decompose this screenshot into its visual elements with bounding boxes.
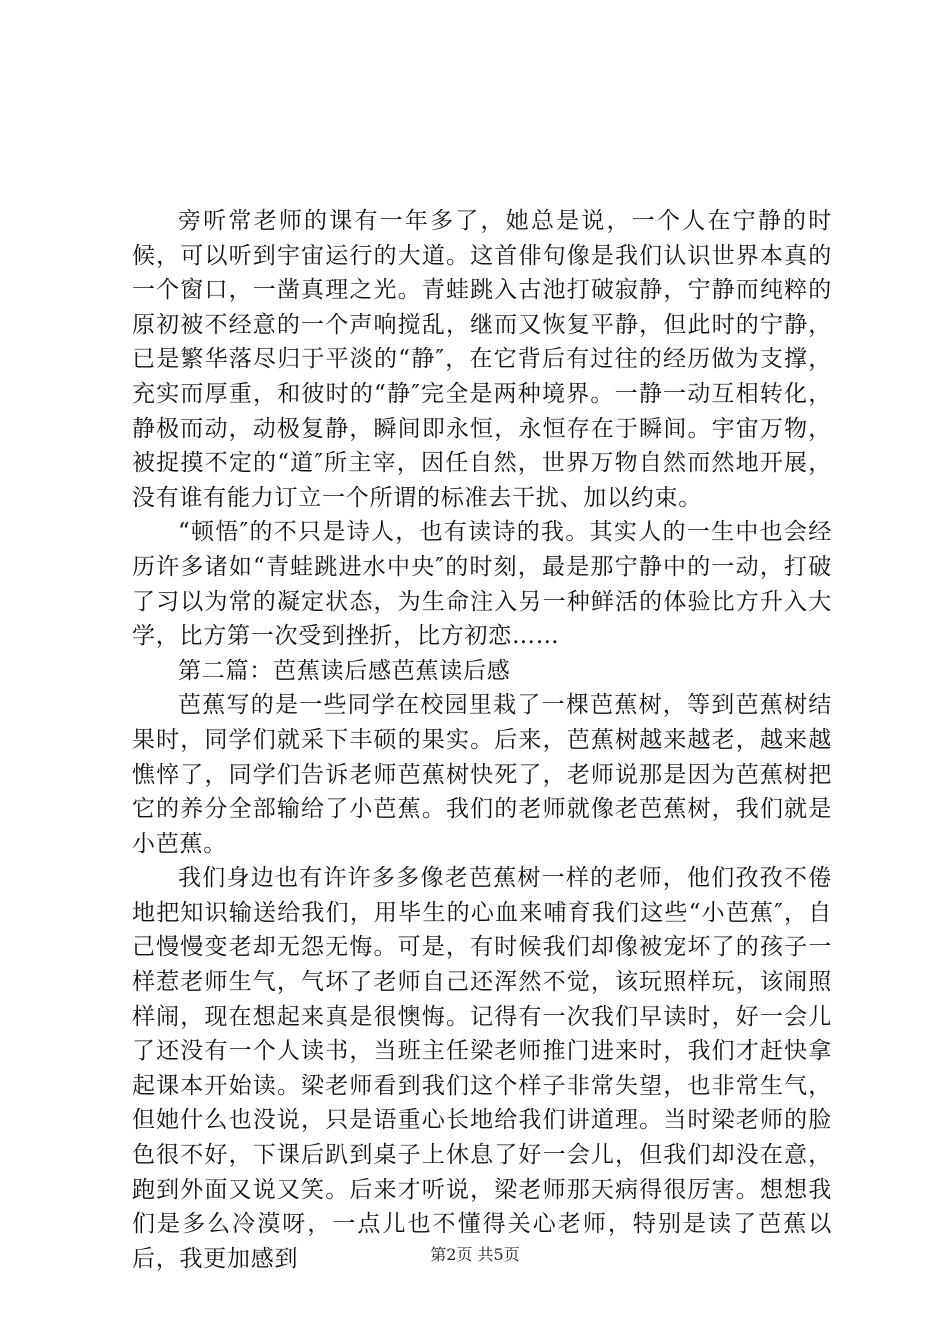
page-body	[132, 204, 832, 1276]
section-heading: 第二篇：芭蕉读后感芭蕉读后感	[178, 657, 511, 684]
paragraph: “顿悟″的不只是诗人，也有读诗的我。其实人的一生中也会经历许多诸如“青蛙跳进水中央″的时刻，最是那宁静中的一动，打破了习以为常的凝定状态，为生命注入另一种鲜活的体验比方升入大学，比方第一次受到挫折，比方初恋……	[132, 519, 832, 650]
paragraph: 我们身边也有许许多多像老芭蕉树一样的老师，他们孜孜不倦地把知识输送给我们，用毕生的心血来哺育我们这些“小芭蕉″，自己慢慢变老却无怨无悔。可是，有时候我们却像被宠坏了的孩子一样惹老师生气，气坏了老师自己还浑然不觉，该玩照样玩，该闹照样闹，现在想起来真是很懊悔。记得有一次我们早读时，好一会儿了还没有一个人读书，当班主任梁老师推门进来时，我们才赶快拿起课本开始读。梁老师看到我们这个样子非常失望，也非常生气，但她什么也没说，只是语重心长地给我们讲道理。当时梁老师的脸色很不好，下课后趴到桌子上休息了好一会儿，但我们却没在意，跑到外面又说又笑。后来才听说，梁老师那天病得很厉害。想想我们是多么冷漠呀，一点儿也不懂得关心老师，特别是读了芭蕉以后，我更加感到	[132, 865, 832, 1272]
paragraph: 旁听常老师的课有一年多了，她总是说，一个人在宁静的时候，可以听到宇宙运行的大道。这首俳句像是我们认识世界本真的一个窗口，一凿真理之光。青蛙跳入古池打破寂静，宁静而纯粹的原初被不经意的一个声响搅乱，继而又恢复平静，但此时的宁静，已是繁华落尽归于平淡的“静″，在它背后有过往的经历做为支撑，充实而厚重，和彼时的“静″完全是两种境界。一静一动互相转化，静极而动，动极复静，瞬间即永恒，永恒存在于瞬间。宇宙万物，被捉摸不定的“道″所主宰，因任自然，世界万物自然而然地开展，没有谁有能力订立一个所谓的标准去干扰、加以约束。	[132, 208, 832, 511]
page-footer: 第2页 共5页	[430, 1245, 520, 1264]
paragraph: 芭蕉写的是一些同学在校园里栽了一棵芭蕉树，等到芭蕉树结果时，同学们就采下丰硕的果实。后来，芭蕉树越来越老，越来越憔悴了，同学们告诉老师芭蕉树快死了，老师说那是因为芭蕉树把它的养分全部输给了小芭蕉。我们的老师就像老芭蕉树，我们就是小芭蕉。	[132, 692, 832, 857]
